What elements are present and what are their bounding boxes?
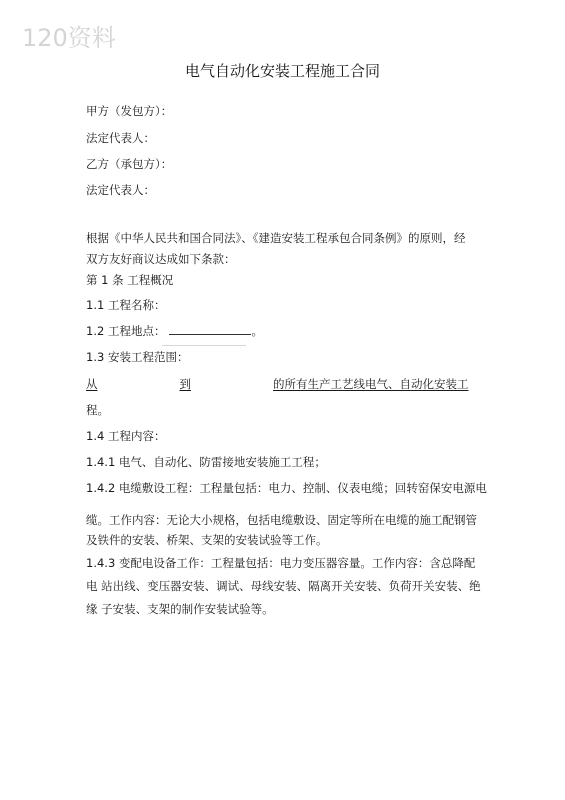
preamble-line-1: 根据《中华人民共和国合同法》、《建造安装工程承包合同条例》的原则，经 xyxy=(86,231,466,245)
scope-to: 到 xyxy=(179,377,191,391)
item-1-2-label: 1.2 工程地点： xyxy=(86,324,166,338)
item-1-4-content: 1.4 工程内容： xyxy=(86,429,166,443)
scope-rest: 的所有生产工艺线电气、自动化安装工 xyxy=(273,377,469,391)
party-b-label: 乙方（承包方）： xyxy=(86,157,173,171)
party-b-representative-label: 法定代表人： xyxy=(86,183,155,197)
scope-continuation: 程。 xyxy=(86,403,109,417)
article-1-heading: 第 1 条 工程概况 xyxy=(86,273,174,287)
item-1-2-project-location xyxy=(86,323,263,339)
item-1-3-scope: 1.3 安装工程范围： xyxy=(86,350,189,364)
item-1-4-3-line-3: 缘 子安装、支架的制作安装试验等。 xyxy=(86,602,274,616)
party-a-representative-label: 法定代表人： xyxy=(86,131,155,145)
item-1-4-2-line-2: 缆。工作内容：无论大小规格，包括电缆敷设、固定等所在电缆的施工配钢管 xyxy=(86,513,477,527)
item-1-4-1: 1.4.1 电气、自动化、防雷接地安装施工工程； xyxy=(86,455,326,469)
item-1-2-period: 。 xyxy=(251,324,263,338)
faint-divider xyxy=(162,345,246,346)
item-1-4-2-line-1: 1.4.2 电缆敷设工程：工程量包括：电力、控制、仪表电缆；回转窑保安电源电 xyxy=(86,481,487,495)
document-title: 电气自动化安装工程施工合同 xyxy=(184,62,380,80)
item-1-4-3-line-1: 1.4.3 变配电设备工作：工程量包括：电力变压器容量。工作内容：含总降配 xyxy=(86,556,476,570)
item-1-4-3-line-2: 电 站出线、变压器安装、调试、母线安装、隔离开关安装、负荷开关安装、绝 xyxy=(86,579,481,593)
scope-line xyxy=(86,376,469,392)
item-1-1-project-name: 1.1 工程名称： xyxy=(86,298,166,312)
scope-from: 从 xyxy=(86,377,98,391)
item-1-4-2-line-3: 及铁件的安装、桥架、支架的安装试验等工作。 xyxy=(86,533,328,547)
preamble-line-2: 双方友好商议达成如下条款： xyxy=(86,252,236,266)
location-blank-field xyxy=(169,324,251,335)
watermark: 120资料 xyxy=(22,24,116,52)
party-a-label: 甲方（发包方）： xyxy=(86,104,173,118)
